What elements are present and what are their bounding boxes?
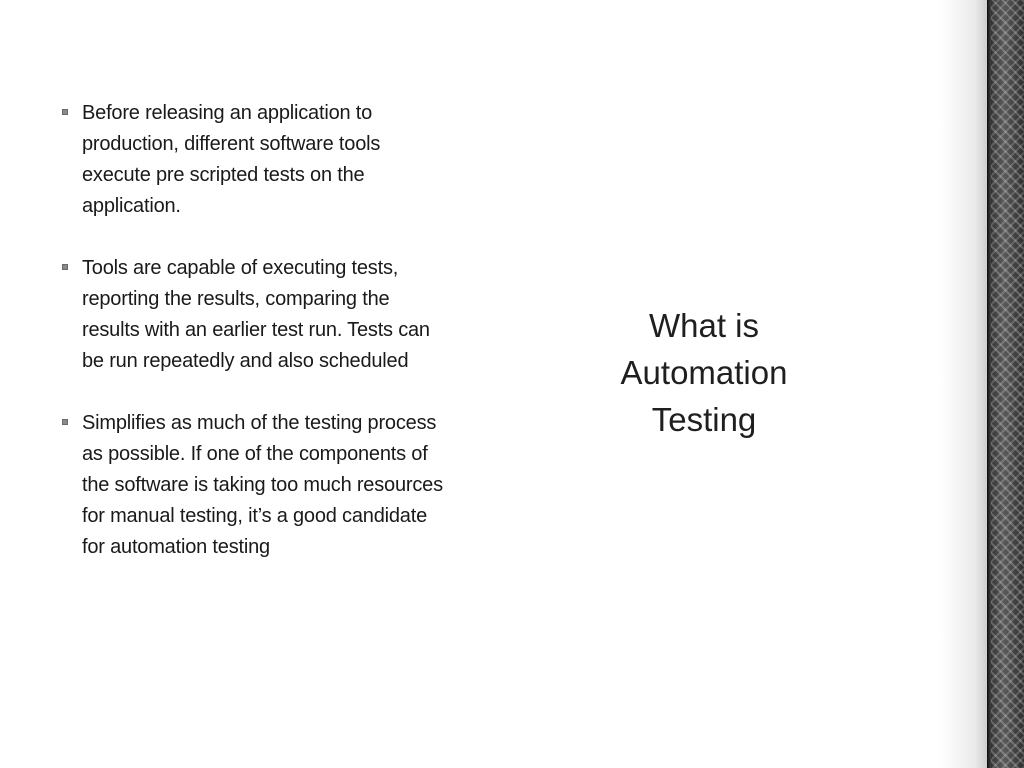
- square-bullet-icon: [62, 264, 68, 270]
- bullet-item: [62, 98, 452, 222]
- square-bullet-icon: [62, 419, 68, 425]
- title-line: What is: [648, 307, 760, 344]
- square-bullet-icon: [62, 109, 68, 115]
- decorative-edge-bar: [987, 0, 1024, 768]
- slide-title: [584, 302, 824, 443]
- bullet-text: Before releasing an application to production, different software tools execute pre scripted tests on the application.: [82, 102, 381, 217]
- edge-bar-border: [987, 0, 991, 768]
- title-line: Automation: [620, 354, 788, 391]
- bullet-list: [62, 98, 452, 594]
- bullet-item: [62, 408, 452, 563]
- bullet-text: Tools are capable of executing tests, reporting the results, comparing the results with an earlier test run. Tests can be run repeatedly and also scheduled: [82, 257, 430, 372]
- bullet-item: [62, 253, 452, 377]
- bullet-text: Simplifies as much of the testing process as possible. If one of the components of the software is taking too much resources for manual testing, it’s a good candidate for automation testing: [82, 412, 443, 558]
- title-line: Testing: [651, 401, 757, 438]
- edge-shadow: [940, 0, 990, 768]
